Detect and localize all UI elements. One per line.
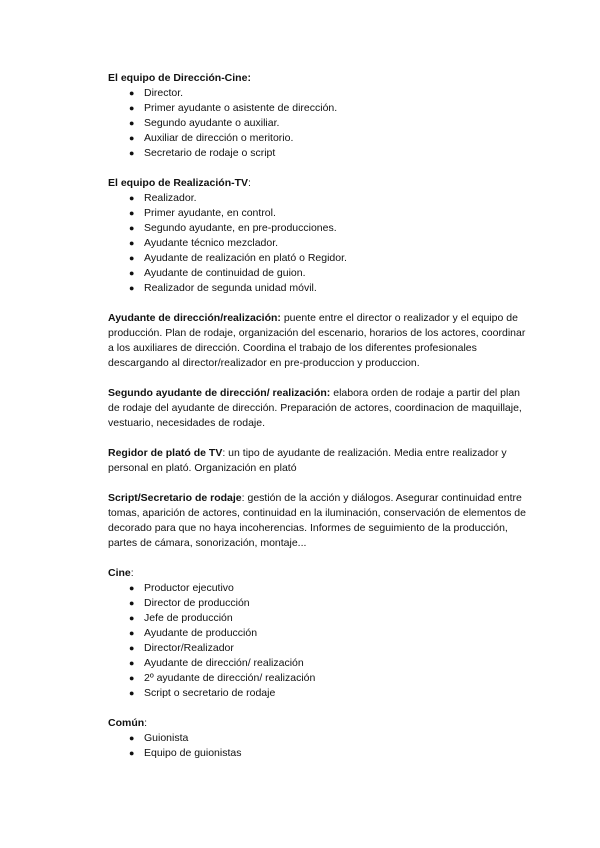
section-equipo-direccion-cine [108,71,550,161]
list-item [108,626,550,641]
definition-paragraph [108,446,528,476]
bullet-icon: ● [129,688,135,698]
list-item-text: Productor ejecutivo [144,582,234,594]
list-item [108,116,550,131]
bullet-icon: ● [129,148,135,158]
section-comun [108,716,550,761]
heading-suffix: : [144,717,148,729]
bullet-icon: ● [129,673,135,683]
section-cine [108,566,550,701]
list-item [108,746,550,761]
list-item [108,146,550,161]
list-item-text: Ayudante de realización en plató o Regidor. [144,252,347,264]
bullet-icon: ● [129,628,135,638]
list-item [108,641,550,656]
section-equipo-realizacion-tv [108,176,550,296]
list-item [108,221,550,236]
bullet-icon: ● [129,103,135,113]
list-item [108,611,550,626]
bullet-icon: ● [129,598,135,608]
list-item [108,266,550,281]
list-item-text: Primer ayudante, en control. [144,207,276,219]
list-item [108,671,550,686]
definition-paragraph [108,311,528,371]
definition-text: : un tipo de ayudante de realización. Media entre realizador y personal en plató. Organización en plató [108,447,507,474]
bullet-icon: ● [129,238,135,248]
heading-text: El equipo de Realización-TV [108,177,249,189]
section-heading [108,176,550,191]
section-ayudante-direccion [108,311,550,371]
section-regidor [108,446,550,476]
list-item [108,596,550,611]
bullet-icon: ● [129,658,135,668]
list-item-text: Director de producción [144,597,250,609]
bullet-icon: ● [129,88,135,98]
list-item-text: 2º ayudante de dirección/ realización [144,672,316,684]
definition-text: puente entre el director o realizador y el equipo de producción. Plan de rodaje, organización del escenario, horarios de los actores, coordinar a los auxiliares de dirección. Coordina el trabajo de los diferentes profesionales descargando al director/realizador en pre-produccion y produccion. [108,312,526,369]
list-item-text: Guionista [144,732,189,744]
bullet-icon: ● [129,133,135,143]
definition-paragraph [108,491,528,551]
definition-term: Regidor de plató de TV [108,447,223,459]
list-item [108,731,550,746]
list-item-text: Segundo ayudante, en pre-producciones. [144,222,337,234]
list-item-text: Script o secretario de rodaje [144,687,276,699]
list-item-text: Ayudante de dirección/ realización [144,657,304,669]
list-item-text: Realizador de segunda unidad móvil. [144,282,317,294]
section-heading [108,566,550,581]
list-item [108,191,550,206]
list-item [108,656,550,671]
list-item-text: Director/Realizador [144,642,234,654]
section-heading [108,716,550,731]
bullet-icon: ● [129,283,135,293]
list-item [108,86,550,101]
list-item [108,206,550,221]
bullet-list [108,581,550,701]
heading-text: Cine [108,567,131,579]
list-item-text: Ayudante de continuidad de guion. [144,267,306,279]
list-item-text: Equipo de guionistas [144,747,242,759]
definition-text: : gestión de la acción y diálogos. Asegurar continuidad entre tomas, aparición de actores, continuidad en la iluminación, conservación de elementos de decorado para que no haya incoherencias. Informes de seguimiento de la producción, partes de cámara, sonorización, montaje... [108,492,526,549]
bullet-list [108,191,550,296]
definition-term: Segundo ayudante de dirección/ realización: [108,387,331,399]
list-item [108,101,550,116]
list-item-text: Jefe de producción [144,612,233,624]
heading-suffix: : [248,177,251,189]
list-item-text: Ayudante técnico mezclador. [144,237,279,249]
heading-text: Común [108,717,145,729]
bullet-list [108,731,550,761]
list-item-text: Secretario de rodaje o script [144,147,276,159]
bullet-icon: ● [129,733,135,743]
list-item [108,281,550,296]
list-item-text: Realizador. [144,192,197,204]
list-item [108,251,550,266]
bullet-icon: ● [129,118,135,128]
bullet-icon: ● [129,208,135,218]
list-item [108,581,550,596]
bullet-list [108,86,550,161]
section-segundo-ayudante [108,386,550,431]
section-script [108,491,550,551]
bullet-icon: ● [129,643,135,653]
list-item [108,131,550,146]
heading-suffix: : [130,567,134,579]
bullet-icon: ● [129,268,135,278]
definition-term: Ayudante de dirección/realización: [108,312,281,324]
heading-text: El equipo de Dirección-Cine: [108,72,251,84]
bullet-icon: ● [129,193,135,203]
bullet-icon: ● [129,223,135,233]
list-item-text: Ayudante de producción [144,627,258,639]
list-item-text: Segundo ayudante o auxiliar. [144,117,280,129]
definition-text: elabora orden de rodaje a partir del plan de rodaje del ayudante de dirección. Preparación de actores, coordinacion de maquillaje, vestuario, necesidades de rodaje. [108,387,522,429]
list-item-text: Primer ayudante o asistente de dirección. [144,102,338,114]
definition-paragraph [108,386,528,431]
bullet-icon: ● [129,583,135,593]
list-item-text: Director. [144,87,184,99]
section-heading [108,71,550,86]
bullet-icon: ● [129,613,135,623]
list-item [108,686,550,701]
list-item [108,236,550,251]
bullet-icon: ● [129,253,135,263]
list-item-text: Auxiliar de dirección o meritorio. [144,132,294,144]
definition-term: Script/Secretario de rodaje [108,492,242,504]
bullet-icon: ● [129,748,135,758]
